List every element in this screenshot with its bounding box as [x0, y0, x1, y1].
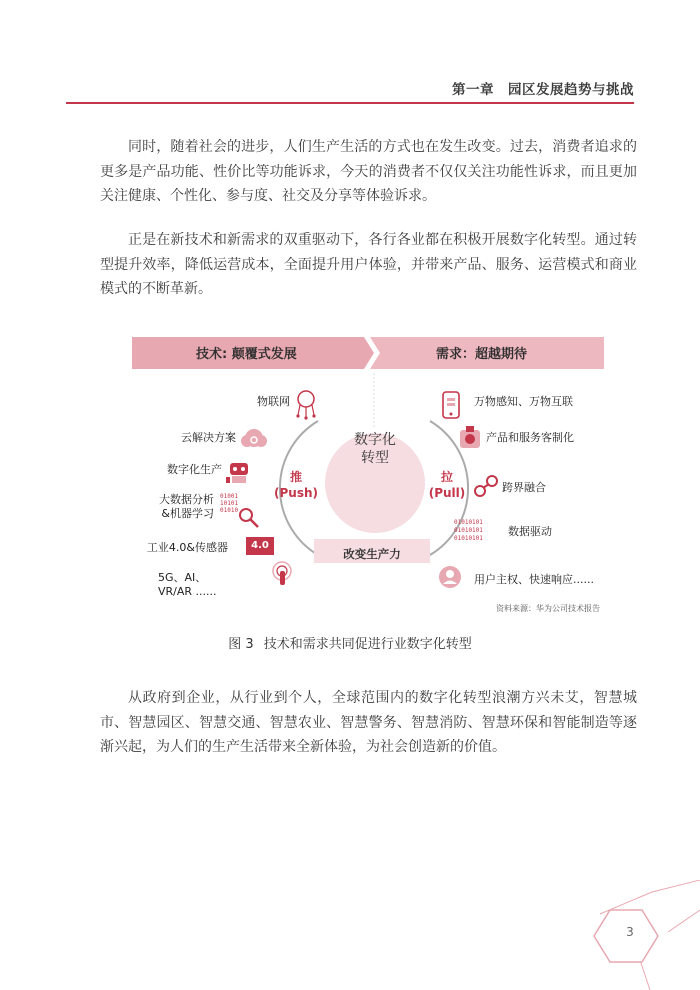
center-label	[335, 431, 415, 467]
figure-source: 资料来源：华为公司技术报告	[496, 604, 600, 613]
need-label-crossover: 跨界融合	[502, 481, 546, 494]
need-label-iot: 万物感知、万物互联	[474, 395, 573, 408]
paragraph-3: 从政府到企业，从行业到个人，全球范围内的数字化转型浪潮方兴未艾，智慧城市、智慧园区、智慧交通、智慧农业、智慧警务、智慧消防、智慧环保和智能制造等逐渐兴起，为人们的生产生活带来全新体验，为社会创造新的价值。	[100, 690, 637, 755]
hand-touch-icon	[273, 562, 291, 585]
center-label-line1: 数字化	[354, 432, 396, 448]
banner-technology: 技术: 颠覆式发展	[196, 347, 297, 362]
binary-left: 01001 10101 01010	[220, 493, 239, 514]
figure-caption	[0, 633, 700, 652]
header-divider	[66, 102, 634, 104]
tech-label-digital-production: 数字化生产	[167, 463, 222, 476]
pull-en: (Pull)	[428, 486, 466, 500]
tech-label-industry: 工业4.0&传感器	[146, 541, 228, 554]
industry-badge-icon: 4.0	[246, 537, 274, 555]
tech-label-5g-ai: 5G、AI、 VR/AR ......	[158, 571, 217, 598]
phone-icon	[443, 392, 459, 418]
link-icon	[475, 476, 497, 496]
change-productivity-label: 改变生产力	[343, 547, 401, 561]
need-label-user-sovereignty: 用户主权、快速响应......	[474, 573, 594, 586]
robot-icon	[226, 463, 248, 483]
custom-product-icon	[460, 426, 480, 448]
push-label	[270, 469, 322, 501]
tech-label-cloud: 云解决方案	[181, 431, 236, 444]
need-label-data-driven: 数据驱动	[508, 525, 552, 538]
page-number: 3	[626, 925, 634, 939]
pull-char: 拉	[440, 470, 453, 484]
iot-icon	[296, 391, 315, 420]
chapter-title: 第一章 园区发展趋势与挑战	[452, 82, 634, 98]
decoration-lines	[600, 880, 700, 914]
binary-data-icon: 01010101 01010101 01010101	[454, 519, 483, 542]
need-label-customization: 产品和服务客制化	[486, 431, 574, 444]
caption-number: 图 3	[228, 637, 254, 652]
push-char: 推	[289, 470, 302, 484]
cloud-icon	[241, 429, 267, 447]
digital-transformation-figure	[118, 333, 618, 623]
tech-label-iot: 物联网	[257, 395, 290, 408]
decoration-lines-2	[668, 910, 700, 932]
caption-text: 技术和需求共同促进行业数字化转型	[263, 637, 472, 652]
magnifier-icon	[240, 509, 258, 527]
center-label-line2: 转型	[361, 450, 389, 466]
user-badge-icon	[439, 566, 461, 588]
banner-demand: 需求：超越期待	[436, 347, 528, 362]
push-en: (Push)	[274, 486, 318, 500]
tech-label-bigdata: 大数据分析 &机器学习	[159, 493, 214, 520]
paragraph-1: 同时，随着社会的进步，人们生产生活的方式也在发生改变。过去，消费者追求的更多是产品功能、性价比等功能诉求，今天的消费者不仅仅关注功能性诉求，而且更加关注健康、个性化、参与度、社交及分享等体验诉求。	[100, 139, 637, 204]
pull-label	[424, 469, 470, 501]
paragraph-2: 正是在新技术和新需求的双重驱动下，各行各业都在积极开展数字化转型。通过转型提升效率，降低运营成本，全面提升用户体验，并带来产品、服务、运营模式和商业模式的不断革新。	[100, 232, 637, 297]
decoration-line-3	[640, 960, 650, 990]
